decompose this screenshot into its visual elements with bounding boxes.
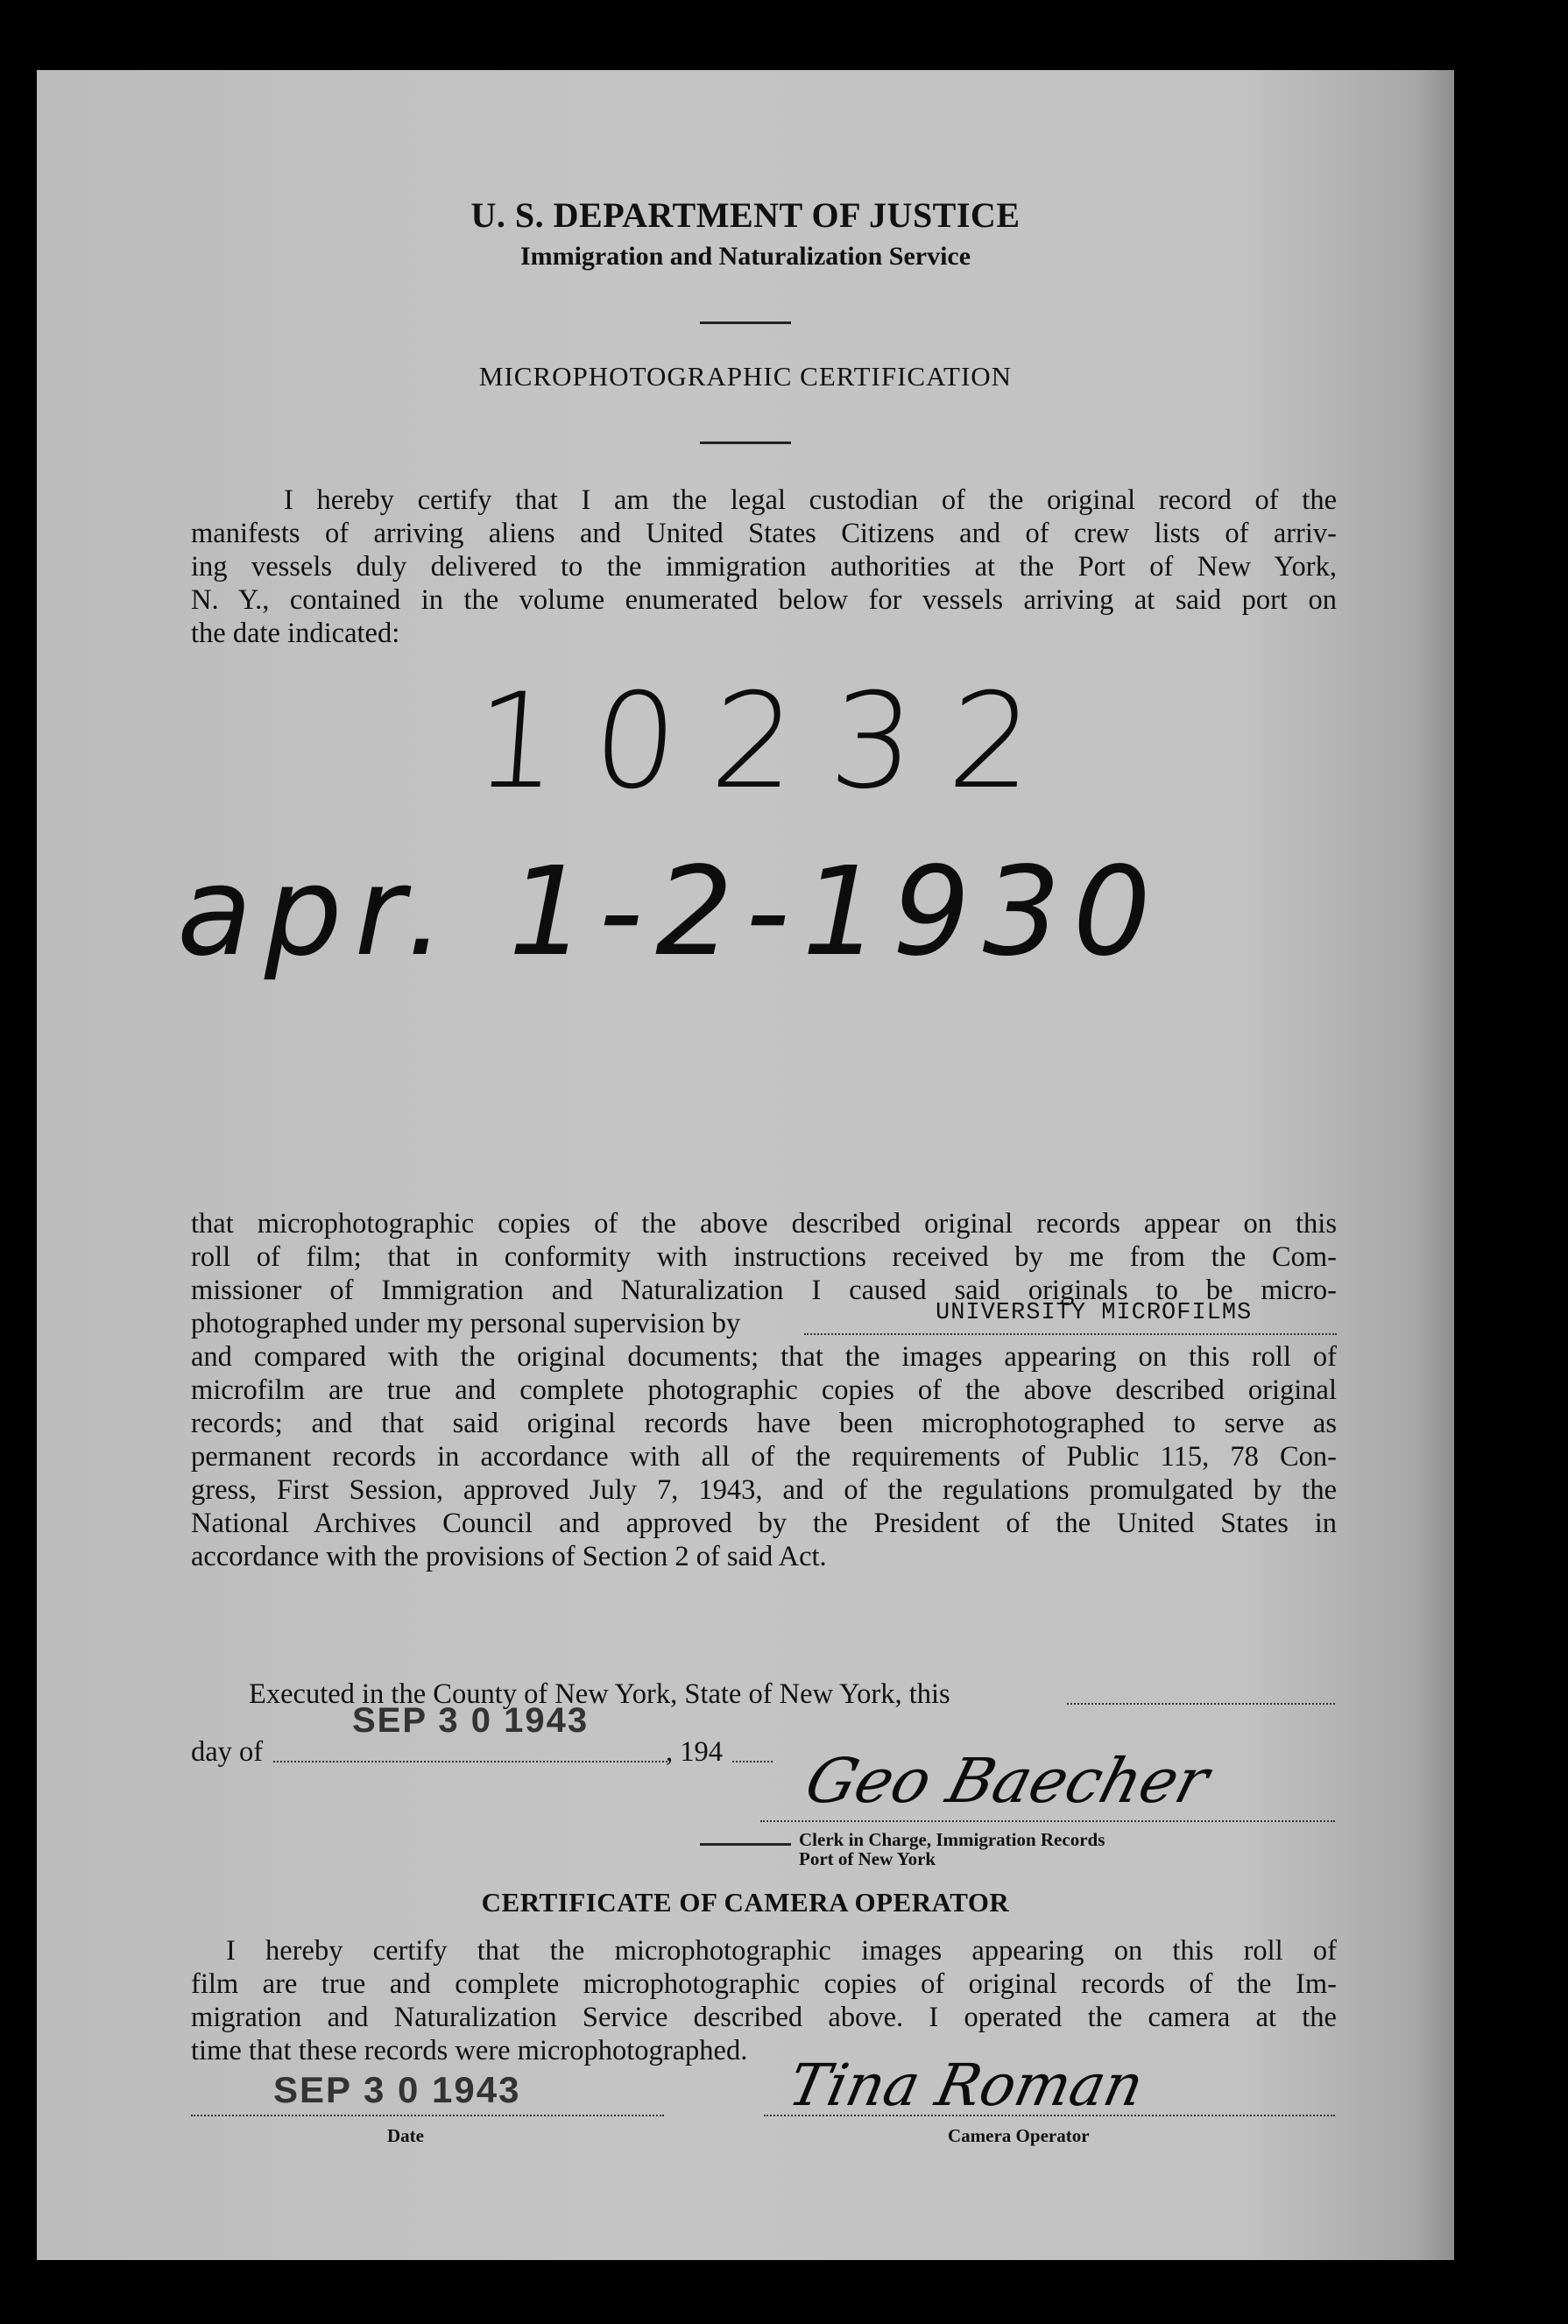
intro-line: the date indicated:: [191, 618, 400, 649]
execution-text: Executed in the County of New York, State of New York, this: [249, 1678, 950, 1710]
intro-line: manifests of arriving aliens and United States Citizens and of crew lists of arriv-: [191, 518, 1337, 549]
body-line: microfilm are true and complete photographic copies of the above described original: [191, 1374, 1337, 1406]
date-signature-line: [191, 2115, 664, 2116]
certificate-page: [37, 70, 1454, 2260]
supervision-line: [191, 1300, 1337, 1340]
date-label: Date: [387, 2125, 424, 2146]
intro-paragraph: [191, 484, 1337, 650]
handwritten-volume-number: 10232: [469, 666, 1074, 818]
day-of-label: day of: [191, 1736, 264, 1768]
divider: [700, 441, 791, 444]
operator-date-stamp: SEP 3 0 1943: [273, 2069, 521, 2110]
supervision-fill-line: [804, 1333, 1337, 1335]
camera-paragraph: [191, 1934, 1337, 2067]
camera-line: I hereby certify that the microphotographic images appearing on this roll of: [226, 1935, 1337, 1967]
clerk-signature-line: [760, 1820, 1335, 1822]
supervision-prefix: photographed under my personal supervision by: [191, 1308, 741, 1339]
service-subheading: Immigration and Naturalization Service: [519, 242, 971, 271]
intro-line: I hereby certify that I am the legal custodian of the original record of the: [284, 484, 1337, 516]
body-line: missioner of Immigration and Naturalization I caused said originals to be micro-: [191, 1275, 1337, 1306]
body-line: records; and that said original records have been microphotographed to serve as: [191, 1408, 1337, 1439]
body-line: and compared with the original documents; that the images appearing on this roll of: [191, 1341, 1337, 1373]
year-fill: [732, 1761, 773, 1762]
handwritten-date: apr. 1-2-1930: [177, 841, 1163, 984]
divider: [700, 1843, 791, 1846]
clerk-title: Clerk in Charge, Immigration Records: [799, 1829, 1105, 1850]
body-paragraph: [191, 1207, 1337, 1573]
year-prefix: , 194: [666, 1736, 723, 1768]
clerk-location: Port of New York: [799, 1848, 936, 1869]
body-line: accordance with the provisions of Section 2 of said Act.: [191, 1541, 827, 1572]
intro-line: ing vessels duly delivered to the immigration authorities at the Port of New York,: [191, 551, 1337, 583]
intro-line: N. Y., contained in the volume enumerated below for vessels arriving at said port on: [191, 584, 1337, 616]
camera-line: time that these records were microphotographed.: [191, 2035, 748, 2066]
divider: [700, 321, 791, 324]
agency-heading: U. S. DEPARTMENT OF JUSTICE: [470, 195, 1021, 235]
body-line: National Archives Council and approved by the President of the United States in: [191, 1508, 1337, 1539]
supervision-typed-value: UNIVERSITY MICROFILMS: [936, 1300, 1253, 1326]
operator-signature: Tina Roman: [782, 2052, 1150, 2119]
clerk-signature: Geo Baecher: [798, 1745, 1217, 1817]
camera-line: migration and Naturalization Service described above. I operated the camera at the: [191, 2002, 1337, 2033]
body-line: roll of film; that in conformity with instructions received by me from the Com-: [191, 1241, 1337, 1273]
body-line: that microphotographic copies of the above described original records appear on this: [191, 1208, 1337, 1240]
day-of-fill: [273, 1761, 667, 1762]
operator-label: Camera Operator: [948, 2125, 1090, 2146]
date-stamp: SEP 3 0 1943: [352, 1701, 590, 1740]
body-line: gress, First Session, approved July 7, 1943, and of the regulations promulgated by the: [191, 1474, 1337, 1506]
execution-day-fill: [1067, 1703, 1335, 1705]
camera-line: film are true and complete microphotographic copies of original records of the Im-: [191, 1968, 1337, 2000]
body-line: permanent records in accordance with all of the requirements of Public 115, 78 Con-: [191, 1441, 1337, 1473]
camera-certificate-title: CERTIFICATE OF CAMERA OPERATOR: [481, 1887, 1010, 1918]
operator-signature-line: [764, 2115, 1335, 2116]
document-title: MICROPHOTOGRAPHIC CERTIFICATION: [478, 361, 1013, 392]
